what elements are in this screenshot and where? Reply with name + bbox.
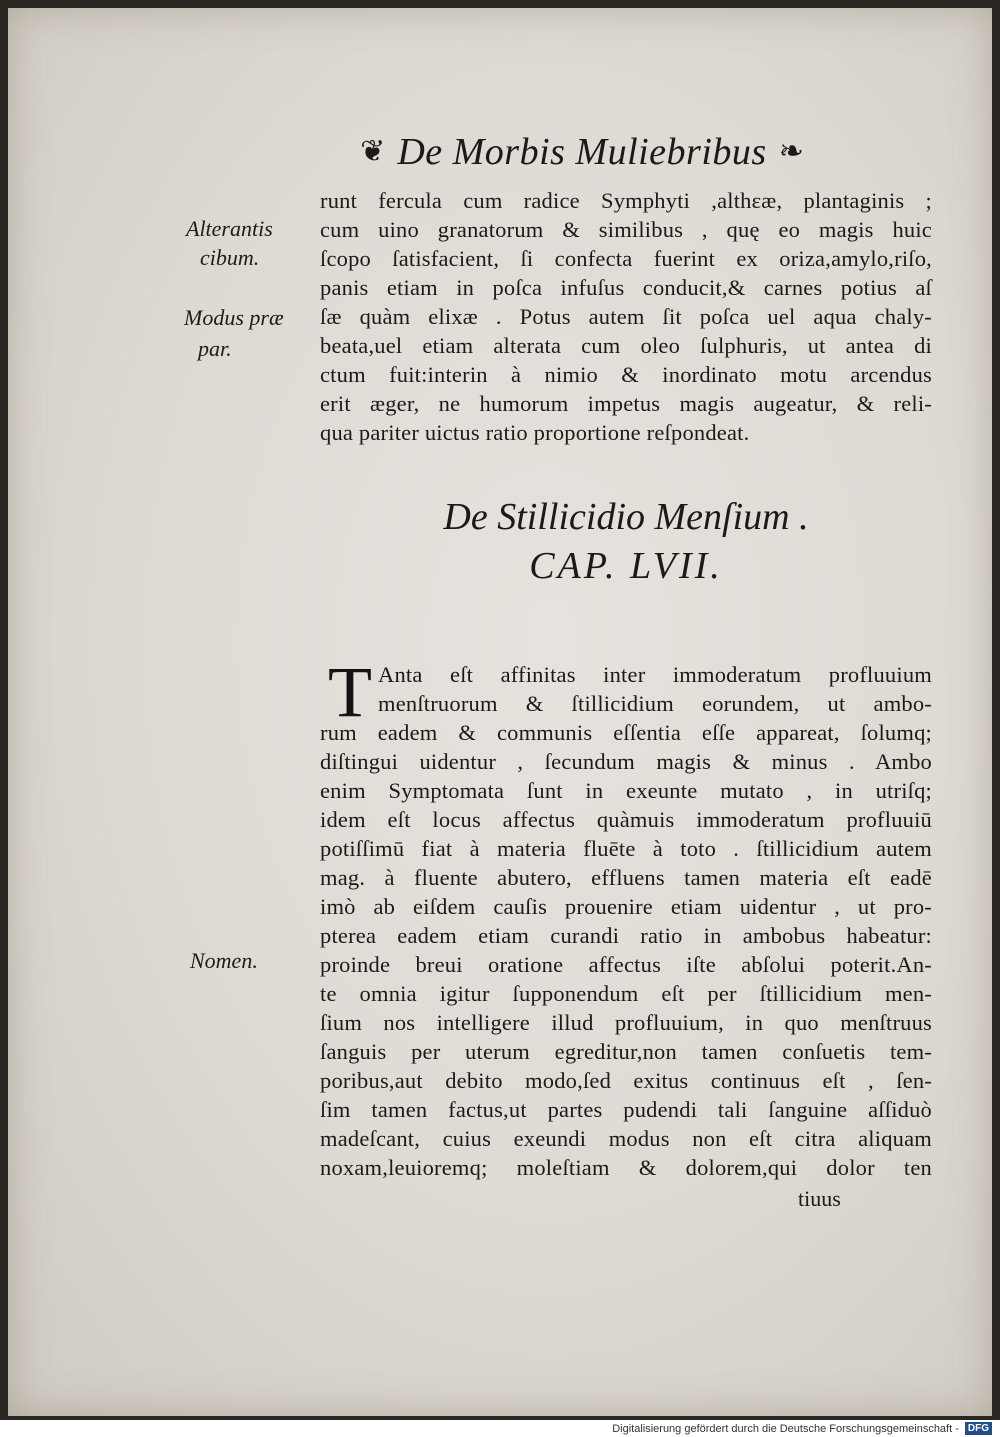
text-line: diſtingui uidentur , ſecundum magis & minus . Ambo bbox=[320, 749, 932, 774]
chapter-title: De Stillicidio Menſium . bbox=[443, 496, 809, 538]
text-line: ſcopo ſatisfacient, ſi confecta fuerint ex oriza,amylo,riſo, bbox=[320, 246, 932, 271]
left-ornament-icon: ❦ bbox=[360, 135, 386, 168]
text-line: madeſcant, cuius exeundi modus non eſt citra aliquam bbox=[320, 1126, 932, 1151]
text-line: mag. à fluente abutero, effluens tamen materia eſt eadē bbox=[320, 865, 932, 890]
dfg-logo[interactable]: DFG bbox=[965, 1422, 992, 1435]
text-line: cum uino granatorum & similibus , quę eo magis huic bbox=[320, 217, 932, 242]
text-line: runt fercula cum radice Symphyti ,althεæ, plantaginis ; bbox=[320, 188, 932, 213]
footer-bar bbox=[0, 1420, 1000, 1437]
text-line: ctum fuit:interin à nimio & inordinato motu arcendus bbox=[320, 362, 932, 387]
running-header bbox=[322, 122, 842, 182]
text-line: potiſſimū fiat à materia fluēte à toto . ſtillicidium autem bbox=[320, 836, 932, 861]
text-line: pterea eadem etiam curandi ratio in ambobus habeatur: bbox=[320, 923, 932, 948]
drop-cap: T bbox=[328, 652, 372, 732]
text-line: Anta eſt affinitas inter immoderatum profluuium bbox=[378, 662, 932, 687]
marginal-note: cibum. bbox=[200, 245, 260, 270]
text-line: menſtruorum & ſtillicidium eorundem, ut ambo- bbox=[378, 691, 932, 716]
dfg-credit: Digitalisierung gefördert durch die Deutsche Forschungsgemeinschaft - bbox=[612, 1422, 959, 1435]
text-line: beata,uel etiam alterata cum oleo ſulphuris, ut antea di bbox=[320, 333, 932, 358]
paragraph-continuation bbox=[320, 186, 932, 447]
text-line: panis etiam in poſca infuſus conducit,& carnes potius aſ bbox=[320, 275, 932, 300]
text-line: te omnia igitur ſupponendum eſt per ſtillicidium men- bbox=[320, 981, 932, 1006]
marginal-note: Nomen. bbox=[190, 948, 258, 973]
text-line: noxam,leuioremq; moleſtiam & dolorem,qui dolor ten bbox=[320, 1155, 932, 1180]
text-line: ſæ quàm elixæ . Potus autem ſit poſca uel aqua chaly- bbox=[320, 304, 932, 329]
marginal-note: Alterantis bbox=[186, 216, 273, 241]
marginal-note: par. bbox=[198, 336, 232, 361]
running-title: De Morbis Muliebribus bbox=[397, 131, 767, 173]
catchword: tiuus bbox=[798, 1186, 841, 1211]
marginal-note: Modus præ bbox=[184, 305, 284, 330]
chapter-number: CAP. LVII. bbox=[529, 545, 723, 587]
text-line: proinde breui oratione affectus iſte abſolui poterit.An- bbox=[320, 952, 932, 977]
text-line: ſium nos intelligere illud profluuium, in quo menſtruus bbox=[320, 1010, 932, 1035]
text-line: poribus,aut debito modo,ſed exitus continuus eſt , ſen- bbox=[320, 1068, 932, 1093]
right-ornament-icon: ❧ bbox=[778, 135, 804, 168]
chapter-paragraph bbox=[320, 652, 932, 1182]
text-line: idem eſt locus affectus quàmuis immoderatum profluuiū bbox=[320, 807, 932, 832]
text-line: imò ab eiſdem cauſis prouenire etiam uidentur , ut pro- bbox=[320, 894, 932, 919]
text-line: ſanguis per uterum egreditur,non tamen conſuetis tem- bbox=[320, 1039, 932, 1064]
text-line: qua pariter uictus ratio proportione reſpondeat. bbox=[320, 420, 750, 445]
text-line: ſim tamen factus,ut partes pudendi tali ſanguine aſſiduò bbox=[320, 1097, 932, 1122]
text-line: rum eadem & communis eſſentia eſſe appareat, ſolumq; bbox=[320, 720, 932, 745]
text-line: erit æger, ne humorum impetus magis augeatur, & reli- bbox=[320, 391, 932, 416]
text-line: enim Symptomata ſunt in exeunte mutato , in utriſq; bbox=[320, 778, 932, 803]
